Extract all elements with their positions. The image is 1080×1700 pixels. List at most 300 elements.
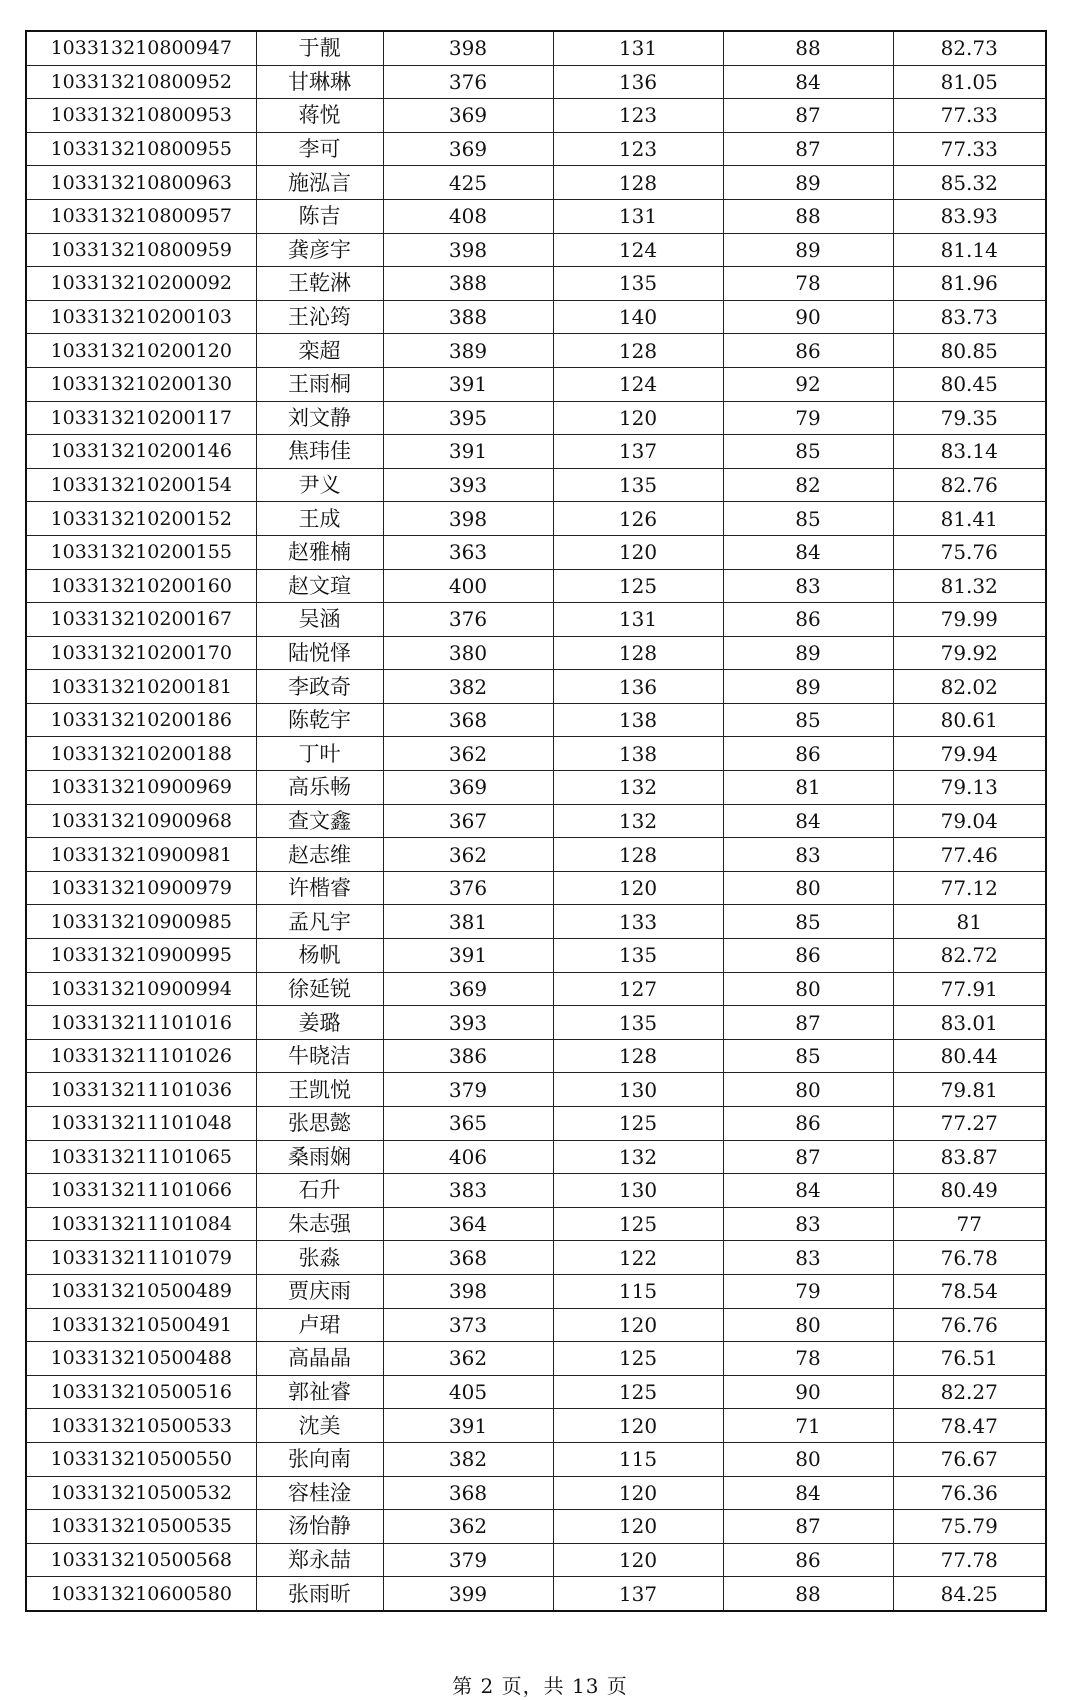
candidate-id-cell: 103313210500568 — [26, 1543, 256, 1577]
table-row — [26, 1241, 1046, 1275]
interview-score-cell: 84 — [723, 535, 893, 569]
interview-score-cell: 88 — [723, 199, 893, 233]
final-score-cell: 77 — [893, 1207, 1046, 1241]
final-score-cell: 80.45 — [893, 367, 1046, 401]
table-row — [26, 1107, 1046, 1141]
candidate-id-cell: 103313210200170 — [26, 636, 256, 670]
candidate-id-cell: 103313210500491 — [26, 1308, 256, 1342]
candidate-id-cell: 103313210200160 — [26, 569, 256, 603]
name-cell: 汤怡静 — [256, 1510, 383, 1544]
final-score-cell: 79.94 — [893, 737, 1046, 771]
subject-score-cell: 135 — [553, 468, 723, 502]
interview-score-cell: 80 — [723, 871, 893, 905]
subject-score-cell: 140 — [553, 300, 723, 334]
subject-score-cell: 135 — [553, 267, 723, 301]
subject-score-cell: 128 — [553, 636, 723, 670]
total-score-cell: 389 — [383, 334, 553, 368]
name-cell: 陈乾宇 — [256, 703, 383, 737]
name-cell: 赵雅楠 — [256, 535, 383, 569]
total-score-cell: 393 — [383, 1006, 553, 1040]
subject-score-cell: 137 — [553, 435, 723, 469]
candidate-id-cell: 103313210200181 — [26, 670, 256, 704]
name-cell: 陈吉 — [256, 199, 383, 233]
subject-score-cell: 127 — [553, 972, 723, 1006]
candidate-id-cell: 103313210800959 — [26, 233, 256, 267]
table-row — [26, 401, 1046, 435]
candidate-id-cell: 103313211101084 — [26, 1207, 256, 1241]
subject-score-cell: 122 — [553, 1241, 723, 1275]
name-cell: 王凯悦 — [256, 1073, 383, 1107]
total-score-cell: 369 — [383, 972, 553, 1006]
interview-score-cell: 84 — [723, 804, 893, 838]
final-score-cell: 79.92 — [893, 636, 1046, 670]
candidate-id-cell: 103313210200167 — [26, 603, 256, 637]
subject-score-cell: 126 — [553, 502, 723, 536]
total-score-cell: 363 — [383, 535, 553, 569]
table-row — [26, 535, 1046, 569]
candidate-id-cell: 103313210200120 — [26, 334, 256, 368]
name-cell: 王沁筠 — [256, 300, 383, 334]
total-score-cell: 405 — [383, 1375, 553, 1409]
interview-score-cell: 80 — [723, 1073, 893, 1107]
interview-score-cell: 81 — [723, 771, 893, 805]
interview-score-cell: 87 — [723, 1510, 893, 1544]
name-cell: 李政奇 — [256, 670, 383, 704]
name-cell: 徐延锐 — [256, 972, 383, 1006]
name-cell: 甘琳琳 — [256, 65, 383, 99]
candidate-id-cell: 103313211101079 — [26, 1241, 256, 1275]
table-row — [26, 502, 1046, 536]
final-score-cell: 77.78 — [893, 1543, 1046, 1577]
interview-score-cell: 85 — [723, 502, 893, 536]
interview-score-cell: 89 — [723, 670, 893, 704]
table-row — [26, 1543, 1046, 1577]
table-row — [26, 267, 1046, 301]
total-score-cell: 373 — [383, 1308, 553, 1342]
table-row — [26, 367, 1046, 401]
interview-score-cell: 79 — [723, 401, 893, 435]
subject-score-cell: 120 — [553, 1308, 723, 1342]
final-score-cell: 79.35 — [893, 401, 1046, 435]
final-score-cell: 81.32 — [893, 569, 1046, 603]
final-score-cell: 81.41 — [893, 502, 1046, 536]
table-row — [26, 166, 1046, 200]
subject-score-cell: 125 — [553, 1342, 723, 1376]
final-score-cell: 81.05 — [893, 65, 1046, 99]
candidate-id-cell: 103313210500550 — [26, 1442, 256, 1476]
candidate-id-cell: 103313210900985 — [26, 905, 256, 939]
total-score-cell: 376 — [383, 603, 553, 637]
candidate-id-cell: 103313210200117 — [26, 401, 256, 435]
candidate-id-cell: 103313211101065 — [26, 1140, 256, 1174]
final-score-cell: 79.99 — [893, 603, 1046, 637]
final-score-cell: 79.04 — [893, 804, 1046, 838]
total-score-cell: 383 — [383, 1174, 553, 1208]
table-row — [26, 1039, 1046, 1073]
name-cell: 许楷睿 — [256, 871, 383, 905]
interview-score-cell: 85 — [723, 905, 893, 939]
table-row — [26, 334, 1046, 368]
interview-score-cell: 86 — [723, 1107, 893, 1141]
final-score-cell: 85.32 — [893, 166, 1046, 200]
candidate-id-cell: 103313210200155 — [26, 535, 256, 569]
subject-score-cell: 124 — [553, 233, 723, 267]
interview-score-cell: 85 — [723, 1039, 893, 1073]
final-score-cell: 82.76 — [893, 468, 1046, 502]
final-score-cell: 83.01 — [893, 1006, 1046, 1040]
interview-score-cell: 89 — [723, 166, 893, 200]
final-score-cell: 83.87 — [893, 1140, 1046, 1174]
name-cell: 石升 — [256, 1174, 383, 1208]
total-score-cell: 379 — [383, 1543, 553, 1577]
subject-score-cell: 125 — [553, 1207, 723, 1241]
total-score-cell: 398 — [383, 502, 553, 536]
table-row — [26, 1442, 1046, 1476]
name-cell: 张淼 — [256, 1241, 383, 1275]
candidate-id-cell: 103313210900979 — [26, 871, 256, 905]
candidate-id-cell: 103313210200152 — [26, 502, 256, 536]
table-row — [26, 871, 1046, 905]
interview-score-cell: 88 — [723, 31, 893, 65]
candidate-id-cell: 103313210500488 — [26, 1342, 256, 1376]
final-score-cell: 78.54 — [893, 1274, 1046, 1308]
total-score-cell: 362 — [383, 1342, 553, 1376]
table-row — [26, 1577, 1046, 1611]
candidate-id-cell: 103313210900968 — [26, 804, 256, 838]
interview-score-cell: 92 — [723, 367, 893, 401]
candidate-id-cell: 103313210200188 — [26, 737, 256, 771]
total-score-cell: 368 — [383, 1476, 553, 1510]
table-row — [26, 31, 1046, 65]
total-score-cell: 386 — [383, 1039, 553, 1073]
interview-score-cell: 86 — [723, 603, 893, 637]
interview-score-cell: 89 — [723, 636, 893, 670]
final-score-cell: 80.85 — [893, 334, 1046, 368]
candidate-id-cell: 103313210800953 — [26, 99, 256, 133]
name-cell: 李可 — [256, 132, 383, 166]
interview-score-cell: 83 — [723, 1207, 893, 1241]
subject-score-cell: 138 — [553, 703, 723, 737]
subject-score-cell: 135 — [553, 939, 723, 973]
interview-score-cell: 78 — [723, 267, 893, 301]
name-cell: 朱志强 — [256, 1207, 383, 1241]
final-score-cell: 76.78 — [893, 1241, 1046, 1275]
subject-score-cell: 125 — [553, 1375, 723, 1409]
final-score-cell: 76.51 — [893, 1342, 1046, 1376]
table-row — [26, 1174, 1046, 1208]
candidate-id-cell: 103313210200186 — [26, 703, 256, 737]
name-cell: 姜璐 — [256, 1006, 383, 1040]
table-row — [26, 468, 1046, 502]
name-cell: 查文鑫 — [256, 804, 383, 838]
table-row — [26, 603, 1046, 637]
final-score-cell: 77.91 — [893, 972, 1046, 1006]
subject-score-cell: 135 — [553, 1006, 723, 1040]
table-row — [26, 199, 1046, 233]
subject-score-cell: 137 — [553, 1577, 723, 1611]
table-row — [26, 132, 1046, 166]
candidate-id-cell: 103313210200154 — [26, 468, 256, 502]
final-score-cell: 80.61 — [893, 703, 1046, 737]
final-score-cell: 82.27 — [893, 1375, 1046, 1409]
name-cell: 牛晓洁 — [256, 1039, 383, 1073]
name-cell: 杨帆 — [256, 939, 383, 973]
interview-score-cell: 89 — [723, 233, 893, 267]
candidate-id-cell: 103313211101066 — [26, 1174, 256, 1208]
subject-score-cell: 130 — [553, 1073, 723, 1107]
interview-score-cell: 80 — [723, 1442, 893, 1476]
total-score-cell: 391 — [383, 1409, 553, 1443]
interview-score-cell: 86 — [723, 334, 893, 368]
candidate-id-cell: 103313210500535 — [26, 1510, 256, 1544]
interview-score-cell: 88 — [723, 1577, 893, 1611]
interview-score-cell: 83 — [723, 838, 893, 872]
subject-score-cell: 123 — [553, 132, 723, 166]
interview-score-cell: 90 — [723, 1375, 893, 1409]
interview-score-cell: 85 — [723, 435, 893, 469]
candidate-id-cell: 103313211101016 — [26, 1006, 256, 1040]
total-score-cell: 381 — [383, 905, 553, 939]
subject-score-cell: 125 — [553, 1107, 723, 1141]
final-score-cell: 83.14 — [893, 435, 1046, 469]
final-score-cell: 82.73 — [893, 31, 1046, 65]
name-cell: 郑永喆 — [256, 1543, 383, 1577]
score-table-body — [26, 31, 1046, 1611]
candidate-id-cell: 103313210600580 — [26, 1577, 256, 1611]
table-row — [26, 972, 1046, 1006]
name-cell: 赵志维 — [256, 838, 383, 872]
table-row — [26, 737, 1046, 771]
total-score-cell: 425 — [383, 166, 553, 200]
interview-score-cell: 83 — [723, 569, 893, 603]
candidate-id-cell: 103313210500489 — [26, 1274, 256, 1308]
final-score-cell: 76.76 — [893, 1308, 1046, 1342]
table-row — [26, 1207, 1046, 1241]
interview-score-cell: 86 — [723, 939, 893, 973]
score-table — [25, 30, 1047, 1612]
candidate-id-cell: 103313210900995 — [26, 939, 256, 973]
name-cell: 王雨桐 — [256, 367, 383, 401]
final-score-cell: 83.93 — [893, 199, 1046, 233]
total-score-cell: 376 — [383, 871, 553, 905]
final-score-cell: 80.44 — [893, 1039, 1046, 1073]
total-score-cell: 368 — [383, 1241, 553, 1275]
final-score-cell: 83.73 — [893, 300, 1046, 334]
interview-score-cell: 85 — [723, 703, 893, 737]
interview-score-cell: 87 — [723, 132, 893, 166]
subject-score-cell: 133 — [553, 905, 723, 939]
subject-score-cell: 128 — [553, 166, 723, 200]
name-cell: 张雨昕 — [256, 1577, 383, 1611]
final-score-cell: 77.27 — [893, 1107, 1046, 1141]
table-row — [26, 636, 1046, 670]
final-score-cell: 81.96 — [893, 267, 1046, 301]
table-row — [26, 569, 1046, 603]
total-score-cell: 391 — [383, 939, 553, 973]
name-cell: 施泓言 — [256, 166, 383, 200]
total-score-cell: 369 — [383, 99, 553, 133]
name-cell: 吴涵 — [256, 603, 383, 637]
candidate-id-cell: 103313210900969 — [26, 771, 256, 805]
total-score-cell: 406 — [383, 1140, 553, 1174]
total-score-cell: 399 — [383, 1577, 553, 1611]
final-score-cell: 77.33 — [893, 132, 1046, 166]
name-cell: 高乐畅 — [256, 771, 383, 805]
final-score-cell: 81.14 — [893, 233, 1046, 267]
name-cell: 郭祉睿 — [256, 1375, 383, 1409]
total-score-cell: 393 — [383, 468, 553, 502]
final-score-cell: 77.33 — [893, 99, 1046, 133]
subject-score-cell: 138 — [553, 737, 723, 771]
subject-score-cell: 120 — [553, 535, 723, 569]
interview-score-cell: 86 — [723, 737, 893, 771]
table-row — [26, 838, 1046, 872]
subject-score-cell: 131 — [553, 199, 723, 233]
table-row — [26, 1140, 1046, 1174]
name-cell: 龚彦宇 — [256, 233, 383, 267]
table-row — [26, 1409, 1046, 1443]
table-row — [26, 1510, 1046, 1544]
candidate-id-cell: 103313210200130 — [26, 367, 256, 401]
interview-score-cell: 90 — [723, 300, 893, 334]
total-score-cell: 382 — [383, 670, 553, 704]
table-row — [26, 300, 1046, 334]
final-score-cell: 77.12 — [893, 871, 1046, 905]
interview-score-cell: 87 — [723, 1140, 893, 1174]
table-row — [26, 1073, 1046, 1107]
name-cell: 刘文静 — [256, 401, 383, 435]
subject-score-cell: 130 — [553, 1174, 723, 1208]
name-cell: 张思懿 — [256, 1107, 383, 1141]
interview-score-cell: 83 — [723, 1241, 893, 1275]
total-score-cell: 362 — [383, 1510, 553, 1544]
subject-score-cell: 120 — [553, 1510, 723, 1544]
final-score-cell: 81 — [893, 905, 1046, 939]
name-cell: 张向南 — [256, 1442, 383, 1476]
total-score-cell: 362 — [383, 838, 553, 872]
candidate-id-cell: 103313211101026 — [26, 1039, 256, 1073]
total-score-cell: 379 — [383, 1073, 553, 1107]
subject-score-cell: 120 — [553, 1543, 723, 1577]
table-row — [26, 1308, 1046, 1342]
subject-score-cell: 128 — [553, 838, 723, 872]
total-score-cell: 388 — [383, 267, 553, 301]
table-row — [26, 771, 1046, 805]
final-score-cell: 82.72 — [893, 939, 1046, 973]
table-row — [26, 1375, 1046, 1409]
table-row — [26, 99, 1046, 133]
total-score-cell: 365 — [383, 1107, 553, 1141]
subject-score-cell: 136 — [553, 670, 723, 704]
candidate-id-cell: 103313210500516 — [26, 1375, 256, 1409]
subject-score-cell: 128 — [553, 1039, 723, 1073]
name-cell: 沈美 — [256, 1409, 383, 1443]
name-cell: 桑雨娴 — [256, 1140, 383, 1174]
interview-score-cell: 80 — [723, 1308, 893, 1342]
subject-score-cell: 132 — [553, 804, 723, 838]
final-score-cell: 84.25 — [893, 1577, 1046, 1611]
total-score-cell: 388 — [383, 300, 553, 334]
candidate-id-cell: 103313211101048 — [26, 1107, 256, 1141]
interview-score-cell: 84 — [723, 1174, 893, 1208]
subject-score-cell: 124 — [553, 367, 723, 401]
interview-score-cell: 80 — [723, 972, 893, 1006]
name-cell: 赵文瑄 — [256, 569, 383, 603]
subject-score-cell: 128 — [553, 334, 723, 368]
candidate-id-cell: 103313210900994 — [26, 972, 256, 1006]
interview-score-cell: 87 — [723, 99, 893, 133]
table-row — [26, 905, 1046, 939]
candidate-id-cell: 103313210200146 — [26, 435, 256, 469]
total-score-cell: 408 — [383, 199, 553, 233]
candidate-id-cell: 103313210200092 — [26, 267, 256, 301]
total-score-cell: 367 — [383, 804, 553, 838]
interview-score-cell: 87 — [723, 1006, 893, 1040]
table-row — [26, 670, 1046, 704]
subject-score-cell: 120 — [553, 401, 723, 435]
table-row — [26, 804, 1046, 838]
name-cell: 贾庆雨 — [256, 1274, 383, 1308]
subject-score-cell: 132 — [553, 771, 723, 805]
name-cell: 高晶晶 — [256, 1342, 383, 1376]
interview-score-cell: 79 — [723, 1274, 893, 1308]
interview-score-cell: 78 — [723, 1342, 893, 1376]
total-score-cell: 398 — [383, 233, 553, 267]
interview-score-cell: 84 — [723, 1476, 893, 1510]
total-score-cell: 391 — [383, 367, 553, 401]
subject-score-cell: 115 — [553, 1274, 723, 1308]
total-score-cell: 369 — [383, 132, 553, 166]
table-row — [26, 703, 1046, 737]
final-score-cell: 75.79 — [893, 1510, 1046, 1544]
total-score-cell: 391 — [383, 435, 553, 469]
table-row — [26, 65, 1046, 99]
name-cell: 容桂淦 — [256, 1476, 383, 1510]
subject-score-cell: 120 — [553, 1409, 723, 1443]
total-score-cell: 362 — [383, 737, 553, 771]
table-row — [26, 939, 1046, 973]
candidate-id-cell: 103313210800947 — [26, 31, 256, 65]
table-row — [26, 1342, 1046, 1376]
candidate-id-cell: 103313210800963 — [26, 166, 256, 200]
candidate-id-cell: 103313210500533 — [26, 1409, 256, 1443]
final-score-cell: 82.02 — [893, 670, 1046, 704]
candidate-id-cell: 103313210800955 — [26, 132, 256, 166]
name-cell: 尹义 — [256, 468, 383, 502]
interview-score-cell: 84 — [723, 65, 893, 99]
total-score-cell: 380 — [383, 636, 553, 670]
interview-score-cell: 86 — [723, 1543, 893, 1577]
candidate-id-cell: 103313211101036 — [26, 1073, 256, 1107]
candidate-id-cell: 103313210800957 — [26, 199, 256, 233]
candidate-id-cell: 103313210900981 — [26, 838, 256, 872]
table-row — [26, 1476, 1046, 1510]
total-score-cell: 364 — [383, 1207, 553, 1241]
final-score-cell: 80.49 — [893, 1174, 1046, 1208]
candidate-id-cell: 103313210200103 — [26, 300, 256, 334]
subject-score-cell: 120 — [553, 871, 723, 905]
subject-score-cell: 131 — [553, 31, 723, 65]
total-score-cell: 398 — [383, 31, 553, 65]
table-row — [26, 233, 1046, 267]
name-cell: 王成 — [256, 502, 383, 536]
name-cell: 孟凡宇 — [256, 905, 383, 939]
subject-score-cell: 132 — [553, 1140, 723, 1174]
interview-score-cell: 71 — [723, 1409, 893, 1443]
final-score-cell: 79.81 — [893, 1073, 1046, 1107]
total-score-cell: 400 — [383, 569, 553, 603]
total-score-cell: 368 — [383, 703, 553, 737]
